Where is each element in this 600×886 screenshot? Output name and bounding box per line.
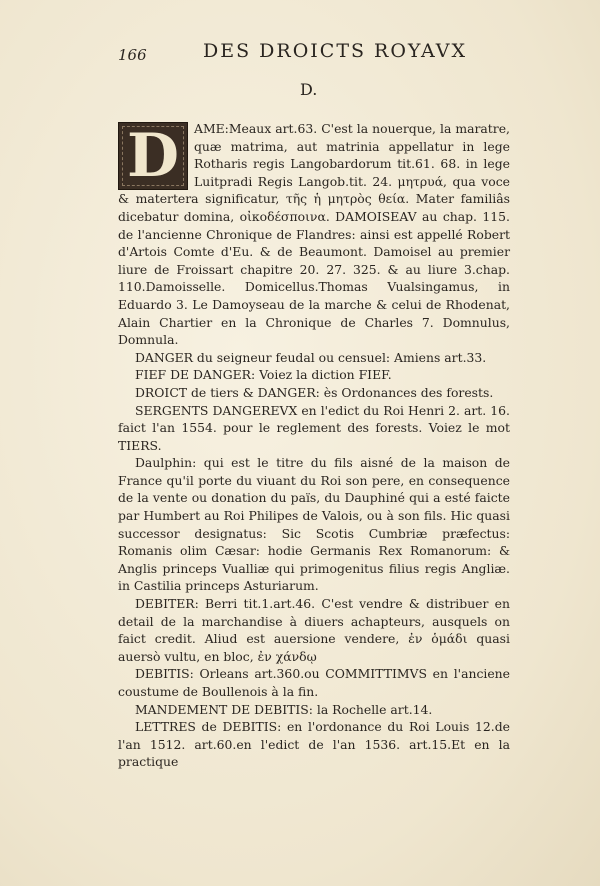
paragraph-mandement-de-debitis: MANDEMENT DE DEBITIS: la Rochelle art.14.	[135, 701, 433, 717]
running-title: DES DROICTS ROYAVX	[203, 40, 468, 62]
section-heading: D.	[300, 80, 318, 99]
paragraph-lettres-de-debitis: LETTRES de DEBITIS: en l'ordonance du Roi Louis 12.de l'an 1512. art.60.en l'edict de l'an 1536. art.15.Et en la practique	[118, 719, 510, 770]
ornamental-dropcap	[118, 122, 188, 190]
paragraph-debitis: DEBITIS: Orleans art.360.ou COMMITTIMVS en l'anciene coustume de Boullenois à la fin.	[118, 666, 510, 699]
paragraph-debiter: DEBITER: Berri tit.1.art.46. C'est vendre & distribuer en detail de la marchandise à diuers achapteurs, ausquels on faict credit. Aliud est auersione vendere, ἐν ὁμάδι quasi auersò vultu, en bloc, ἐν χάνδῳ	[118, 596, 510, 664]
paragraph-danger: DANGER du seigneur feudal ou censuel: Amiens art.33.	[135, 349, 487, 365]
body-text	[118, 120, 510, 771]
paragraph-fief-de-danger: FIEF DE DANGER: Voiez la diction FIEF.	[135, 367, 392, 383]
dropcap-letter: D	[126, 121, 180, 191]
paragraph-droict-de-tiers: DROICT de tiers & DANGER: ès Ordonances des forests.	[135, 384, 494, 400]
paragraph-text: AME:Meaux art.63. C'est la nouerque, la maratre, quæ matrima, aut matrinia appellatur in lege Rotharis regis Langobardorum tit.61. 68. in lege Luitpradi Regis Langob.tit. 24. μητρυά, qua voce & matertera significatur, τῆς ἡ μητρὸς θεία. Mater familiâs dicebatur domina, οἰκοδέσποινα. DAMOISEAV au chap. 115. de l'ancienne Chronique de Flandres: ainsi est appellé Robert d'Artois Comte d'Eu. & de Beaumont. Damoisel au premier liure de Froissart chapitre 20. 27. 325. & au liure 3.chap. 110.Damoisselle. Domicellus.Thomas Vualsingamus, in Eduardo 3. Le Damoyseau de la marche & celui de Rhodenat, Alain Chartier en la Chronique de Charles 7. Domnulus, Domnula.	[118, 121, 510, 348]
page-number: 166	[118, 46, 147, 64]
page-header	[118, 40, 510, 64]
paragraph-sergents-dangereux: SERGENTS DANGEREVX en l'edict du Roi Henri 2. art. 16. faict l'an 1554. pour le reglement des forests. Voiez le mot TIERS.	[118, 402, 510, 453]
paragraph-dame	[118, 120, 510, 349]
paragraph-daulphin: Daulphin: qui est le titre du fils aisné de la maison de France qu'il porte du viuant du Roi son pere, en consequence de la vente ou donation du païs, du Dauphiné qui a esté faicte par Humbert au Roi Philipes de Valois, ou à son fils. Hic quasi successor designatus: Sic Scotis Cumbriæ præfectus: Romanis olim Cæsar: hodie Germanis Rex Romanorum: & Anglis princeps Vualliæ qui primogenitus filius regis Angliæ. in Castilia princeps Asturiarum.	[118, 455, 510, 594]
